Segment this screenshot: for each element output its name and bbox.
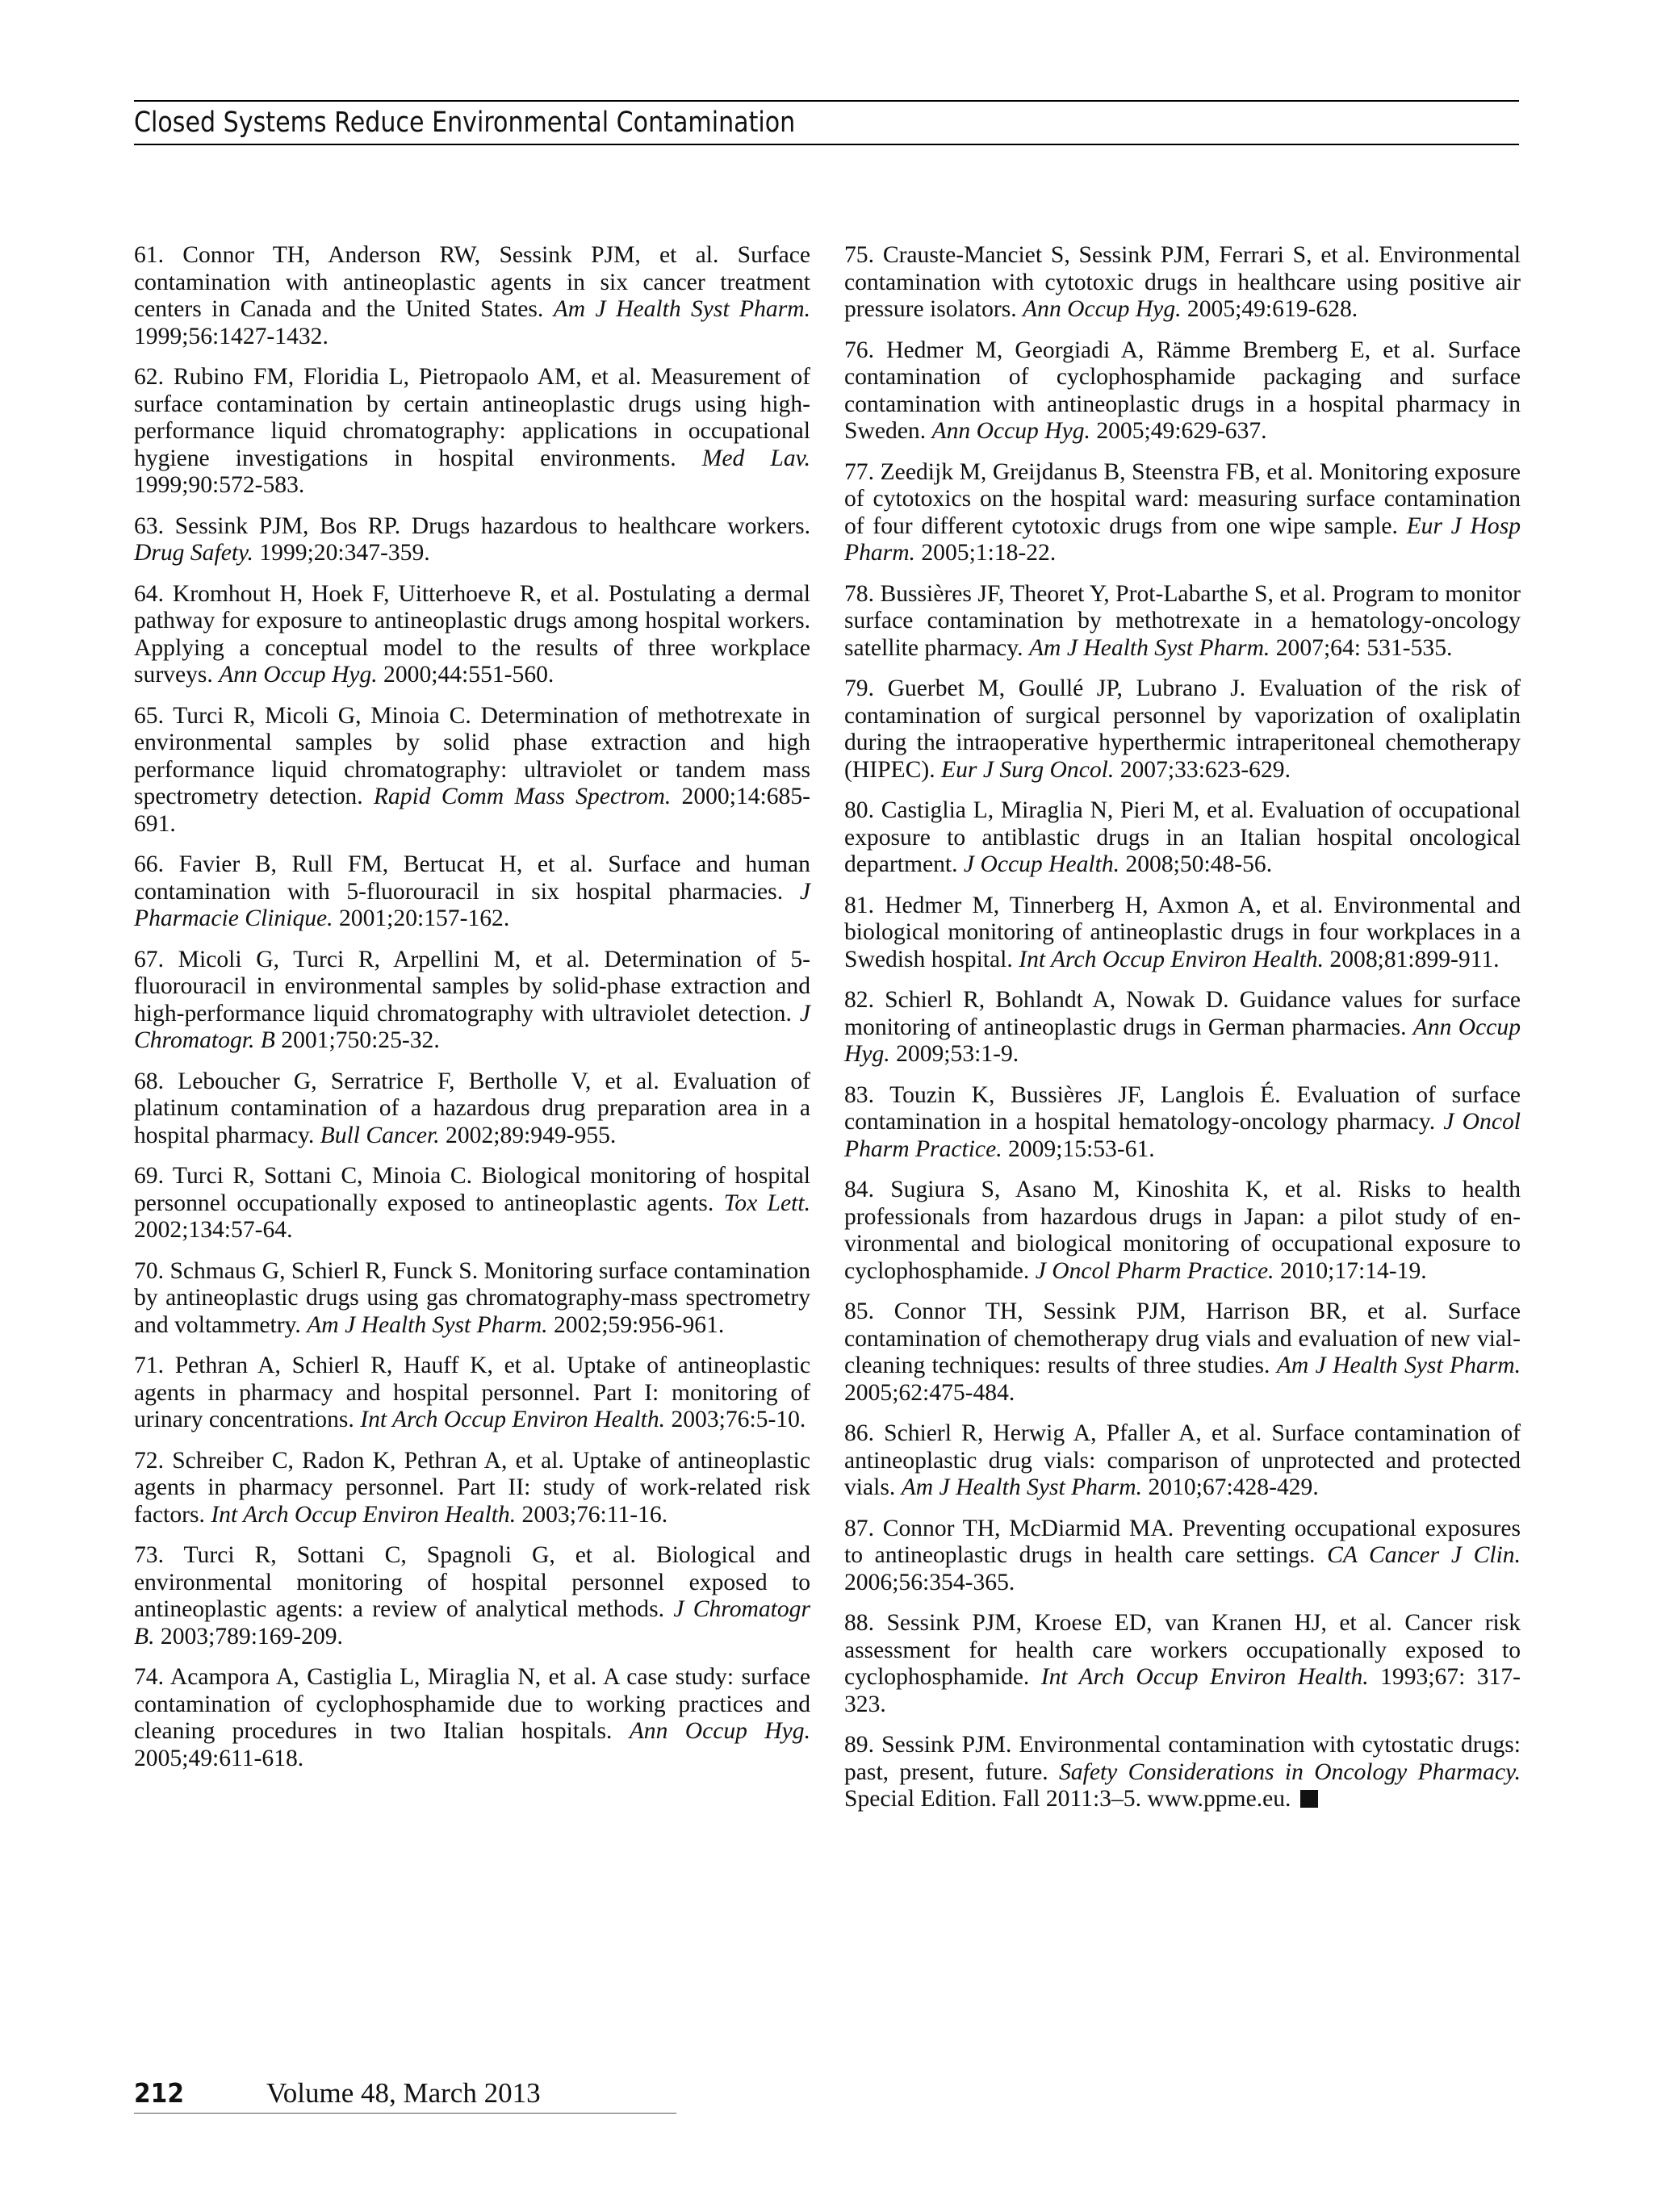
reference-text: Kromhout H, Hoek F, Uitterhoeve R, et al. Postulating a dermal pathway for exposure to antineoplastic drugs among hospital workers. Applying a conceptual model to the results of three workplace surveys. xyxy=(134,580,810,688)
reference-text: Connor TH, Anderson RW, Sessink PJM, et al. Surface contamination with antineoplastic agents in six cancer treatment centers in Canada and the United States. xyxy=(134,242,811,322)
running-header xyxy=(134,100,1519,145)
references-right-column xyxy=(844,242,1521,1827)
reference-text: Turci R, Sottani C, Minoia C. Biological monitoring of hospital personnel occupationally exposed to antineoplastic agents. xyxy=(134,1163,810,1216)
reference-entry xyxy=(844,1420,1521,1502)
reference-text: Castiglia L, Miraglia N, Pieri M, et al. Evaluation of occupational exposure to antiblastic drugs in an Italian hospital oncological department. xyxy=(844,797,1521,877)
citation-details: 2005;49:629-637. xyxy=(1096,418,1267,444)
reference-number: 69. xyxy=(134,1163,164,1189)
reference-number: 86. xyxy=(844,1420,874,1446)
reference-entry xyxy=(134,1542,810,1650)
citation-details: 2001;750:25-32. xyxy=(281,1027,440,1053)
reference-number: 82. xyxy=(844,987,874,1013)
reference-number: 72. xyxy=(134,1447,164,1474)
reference-text: Connor TH, Sessink PJM, Harrison BR, et al. Surface contamination of chemotherapy drug vials and evaluation of new vial-cleaning techniques: results of three studies. xyxy=(844,1298,1521,1378)
reference-number: 79. xyxy=(844,675,874,701)
reference-entry xyxy=(844,893,1521,974)
citation-details: 2002;59:956-961. xyxy=(554,1311,725,1338)
reference-text: Acampora A, Castiglia L, Miraglia N, et al. A case study: surface contamination of cyclophosphamide due to working practices and cleaning procedures in two Italian hospitals. xyxy=(134,1664,811,1744)
journal-title: Ann Occup Hyg. xyxy=(931,418,1090,444)
reference-number: 80. xyxy=(844,797,874,823)
reference-text: Turci R, Sottani C, Spagnoli G, et al. Biological and environmental monitoring of hospital personnel exposed to antineoplastic agents: a review of analytical methods. xyxy=(134,1542,810,1622)
end-of-article-mark xyxy=(1300,1790,1318,1808)
reference-text: Schierl R, Herwig A, Pfaller A, et al. Surface contamination of antineoplastic drug vials: comparison of unprotected and protected vials. xyxy=(844,1420,1521,1500)
reference-number: 81. xyxy=(844,892,874,918)
journal-title: Rapid Comm Mass Spectrom. xyxy=(373,784,672,809)
reference-number: 76. xyxy=(844,337,874,363)
citation-details: 1999;90:572-583. xyxy=(134,472,305,498)
journal-title: J Pharmacie Clinique. xyxy=(134,878,810,931)
reference-number: 70. xyxy=(134,1257,164,1284)
issue-info: Volume 48, March 2013 xyxy=(266,2077,541,2109)
reference-number: 63. xyxy=(134,512,164,539)
citation-details: 2001;20:157-162. xyxy=(338,905,510,931)
journal-title: Drug Safety. xyxy=(134,540,253,566)
citation-details: 2007;33:623-629. xyxy=(1119,756,1291,783)
citation-details: 2006;56:354-365. xyxy=(844,1569,1015,1595)
citation-details: 2003;789:169-209. xyxy=(160,1623,343,1650)
journal-title: J Chromatogr. B xyxy=(134,1000,810,1053)
citation-details: 2002;89:949-955. xyxy=(446,1122,617,1148)
reference-number: 88. xyxy=(844,1610,874,1636)
reference-number: 85. xyxy=(844,1298,874,1324)
journal-title: J Chromatogr B. xyxy=(134,1596,811,1650)
journal-title: Am J Health Syst Pharm. xyxy=(1276,1353,1521,1378)
reference-text: Micoli G, Turci R, Arpellini M, et al. Determination of 5-fluorouracil in environmental samples by solid-phase extraction and high-performance liquid chromatography with ultraviolet detection. xyxy=(134,946,810,1027)
reference-text: Connor TH, McDiarmid MA. Preventing occupational exposures to antineoplastic drugs in health care settings. xyxy=(844,1515,1521,1568)
reference-number: 77. xyxy=(844,458,874,485)
reference-entry xyxy=(844,581,1521,663)
reference-number: 74. xyxy=(134,1664,164,1690)
citation-details: 2010;17:14-19. xyxy=(1279,1257,1427,1284)
citation-details: 2000;14:685-691. xyxy=(134,784,811,837)
reference-text: Schmaus G, Schierl R, Funck S. Monitoring surface contamination by antineoplastic drugs using gas chromatography-mass spectrometry and voltammetry. xyxy=(134,1257,810,1338)
reference-entry xyxy=(844,797,1521,879)
reference-entry xyxy=(134,242,810,350)
journal-title: Ann Occup Hyg. xyxy=(629,1718,810,1744)
reference-entry xyxy=(844,1177,1521,1285)
citation-details: 1999;56:1427-1432. xyxy=(134,323,329,349)
reference-text: Favier B, Rull FM, Bertucat H, et al. Surface and human contamination with 5-fluorouracil in six hospital pharmacies. xyxy=(134,851,810,905)
journal-title: Am J Health Syst Pharm. xyxy=(307,1311,548,1338)
reference-number: 78. xyxy=(844,580,874,607)
reference-entry xyxy=(134,1068,810,1150)
reference-number: 84. xyxy=(844,1177,874,1202)
journal-title: Eur J Hosp Pharm. xyxy=(844,512,1521,566)
reference-text: Zeedijk M, Greijdanus B, Steenstra FB, et al. Monitoring exposure of cytotoxics on the hospital ward: measuring surface contamination of four different cytotoxic drugs from one wipe sample. xyxy=(844,458,1521,539)
citation-details: Special Edition. Fall 2011:3–5. www.ppme.eu. xyxy=(844,1786,1291,1812)
reference-entry xyxy=(134,703,810,838)
reference-text: Sessink PJM, Kroese ED, van Kranen HJ, et al. Cancer risk assessment for health care workers occupationally exposed to cyclophosphamide. xyxy=(844,1610,1521,1690)
reference-number: 89. xyxy=(844,1732,874,1758)
reference-text: Crauste-Manciet S, Sessink PJM, Ferrari S, et al. Environmental contamination with cytotoxic drugs in healthcare using positive air pressure isolators. xyxy=(844,242,1521,322)
reference-entry xyxy=(134,947,810,1055)
journal-title: Am J Health Syst Pharm. xyxy=(1028,634,1270,661)
reference-entry xyxy=(134,364,810,500)
reference-entry xyxy=(134,1258,810,1340)
citation-details: 1999;20:347-359. xyxy=(259,540,430,566)
journal-title: Int Arch Occup Environ Health. xyxy=(1019,946,1324,972)
citation-details: 2009;15:53-61. xyxy=(1008,1135,1155,1162)
reference-number: 83. xyxy=(844,1081,874,1108)
citation-details: 2005;1:18-22. xyxy=(921,540,1057,566)
citation-details: 2005;49:619-628. xyxy=(1186,296,1358,322)
journal-title: J Occup Health. xyxy=(963,851,1120,877)
citation-details: 2005;62:475-484. xyxy=(844,1379,1015,1406)
citation-details: 2009;53:1-9. xyxy=(896,1041,1019,1067)
reference-entry xyxy=(134,1664,810,1772)
journal-title: J Oncol Pharm Practice. xyxy=(844,1109,1521,1162)
journal-title: J Oncol Pharm Practice. xyxy=(1035,1257,1274,1284)
reference-text: Leboucher G, Serratrice F, Bertholle V, et al. Evaluation of platinum contamination of a hazardous drug preparation area in a hospital pharmacy. xyxy=(134,1068,810,1148)
citation-details: 2007;64: 531-535. xyxy=(1275,634,1453,661)
reference-entry xyxy=(844,675,1521,784)
reference-text: Sessink PJM, Bos RP. Drugs hazardous to healthcare workers. xyxy=(174,512,810,539)
citation-details: 2008;50:48-56. xyxy=(1125,851,1273,877)
citation-details: 2008;81:899-911. xyxy=(1329,946,1500,972)
reference-entry xyxy=(134,851,810,933)
reference-number: 66. xyxy=(134,851,164,877)
reference-number: 73. xyxy=(134,1542,164,1568)
reference-text: Schreiber C, Radon K, Pethran A, et al. Uptake of antineoplastic agents in pharmacy personnel. Part II: study of work-related risk factors. xyxy=(134,1447,810,1528)
reference-text: Schierl R, Bohlandt A, Nowak D. Guidance values for surface monitoring of antineoplastic drugs in German pharmacies. xyxy=(844,987,1521,1040)
reference-number: 65. xyxy=(134,702,164,729)
page-number: 212 xyxy=(134,2077,185,2109)
journal-title: Int Arch Occup Environ Health. xyxy=(360,1407,666,1432)
reference-text: Rubino FM, Floridia L, Pietropaolo AM, et al. Measurement of surface contamination by certain antineoplastic drugs using high-performance liquid chromatography: applications in occupational hygiene investigations in hospital environments. xyxy=(134,364,810,471)
journal-title: Ann Occup Hyg. xyxy=(1023,296,1182,322)
journal-title: Ann Occup Hyg. xyxy=(844,1014,1521,1067)
reference-number: 87. xyxy=(844,1515,874,1541)
reference-number: 75. xyxy=(844,242,874,268)
reference-text: Guerbet M, Goullé JP, Lubrano J. Evaluation of the risk of contamination of surgical personnel by vaporization of oxaliplatin during the intraoperative hyperthermic intraperitoneal chemotherapy (HIPEC). xyxy=(844,675,1521,783)
reference-number: 62. xyxy=(134,364,164,390)
reference-entry xyxy=(134,1163,810,1244)
running-title: Closed Systems Reduce Environmental Contamination xyxy=(134,107,796,139)
reference-entry xyxy=(844,337,1521,445)
citation-details: 1993;67: 317-323. xyxy=(844,1664,1521,1717)
journal-title: Am J Health Syst Pharm. xyxy=(553,296,810,322)
journal-title: Am J Health Syst Pharm. xyxy=(901,1474,1143,1500)
reference-entry xyxy=(844,459,1521,567)
page-footer xyxy=(134,2077,676,2114)
citation-details: 2005;49:611-618. xyxy=(134,1745,304,1771)
reference-number: 64. xyxy=(134,580,164,607)
reference-text: Bussières JF, Theoret Y, Prot-Labarthe S, et al. Program to monitor surface contamination by methotrexate in a hematology-oncology satellite pharmacy. xyxy=(844,580,1521,661)
reference-text: Sessink PJM. Environmental contamination with cytostatic drugs: past, present, future. xyxy=(844,1732,1521,1785)
reference-entry xyxy=(134,513,810,567)
reference-number: 71. xyxy=(134,1353,164,1378)
reference-text: Hedmer M, Georgiadi A, Rämme Bremberg E, et al. Surface contamination of cyclophosphamide packaging and surface contamination with antineoplastic drugs in a hospital pharmacy in Sweden. xyxy=(844,337,1521,444)
reference-entry xyxy=(844,1610,1521,1718)
references-left-column xyxy=(134,242,810,1786)
citation-details: 2003;76:5-10. xyxy=(671,1407,806,1432)
citation-details: 2000;44:551-560. xyxy=(383,662,554,688)
reference-text: Touzin K, Bussières JF, Langlois É. Evaluation of surface contamination in a hospital hematology-oncology pharmacy. xyxy=(844,1081,1521,1135)
reference-number: 61. xyxy=(134,242,164,268)
journal-title: Safety Considerations in Oncology Pharmacy. xyxy=(1059,1758,1521,1785)
journal-title: Bull Cancer. xyxy=(320,1122,440,1148)
journal-title: CA Cancer J Clin. xyxy=(1327,1542,1521,1568)
reference-entry xyxy=(844,1082,1521,1164)
journal-title: Med Lav. xyxy=(701,445,810,471)
reference-text: Pethran A, Schierl R, Hauff K, et al. Uptake of antineoplastic agents in pharmacy and hospital personnel. Part I: monitoring of urinary concentrations. xyxy=(134,1353,810,1432)
reference-entry xyxy=(844,242,1521,324)
journal-title: Int Arch Occup Environ Health. xyxy=(1040,1664,1369,1690)
citation-details: 2002;134:57-64. xyxy=(134,1217,293,1243)
reference-entry xyxy=(844,987,1521,1068)
journal-title: Eur J Surg Oncol. xyxy=(941,756,1115,783)
citation-details: 2010;67:428-429. xyxy=(1148,1474,1319,1500)
reference-number: 68. xyxy=(134,1068,164,1094)
reference-number: 67. xyxy=(134,946,164,972)
journal-title: Tox Lett. xyxy=(723,1190,810,1216)
journal-title: Int Arch Occup Environ Health. xyxy=(211,1501,517,1528)
reference-entry xyxy=(844,1732,1521,1813)
reference-entry xyxy=(134,1448,810,1529)
citation-details: 2003;76:11-16. xyxy=(521,1501,668,1528)
reference-entry xyxy=(844,1298,1521,1407)
reference-entry xyxy=(134,581,810,689)
reference-text: Sugiura S, Asano M, Kinoshita K, et al. Risks to health professionals from hazardous drugs in Japan: a pilot study of environmental and biological monitoring of occupational exposure to cyclophosphamide. xyxy=(844,1177,1521,1284)
reference-entry xyxy=(844,1516,1521,1597)
reference-text: Hedmer M, Tinnerberg H, Axmon A, et al. Environmental and biological monitoring of antineoplastic drugs in four workplaces in a Swedish hospital. xyxy=(844,892,1521,972)
reference-entry xyxy=(134,1353,810,1434)
journal-title: Ann Occup Hyg. xyxy=(219,662,378,688)
reference-text: Turci R, Micoli G, Minoia C. Determination of methotrexate in environmental samples by solid phase extraction and high performance liquid chromatography: ultraviolet or tandem mass spectrometry detection. xyxy=(134,702,810,809)
